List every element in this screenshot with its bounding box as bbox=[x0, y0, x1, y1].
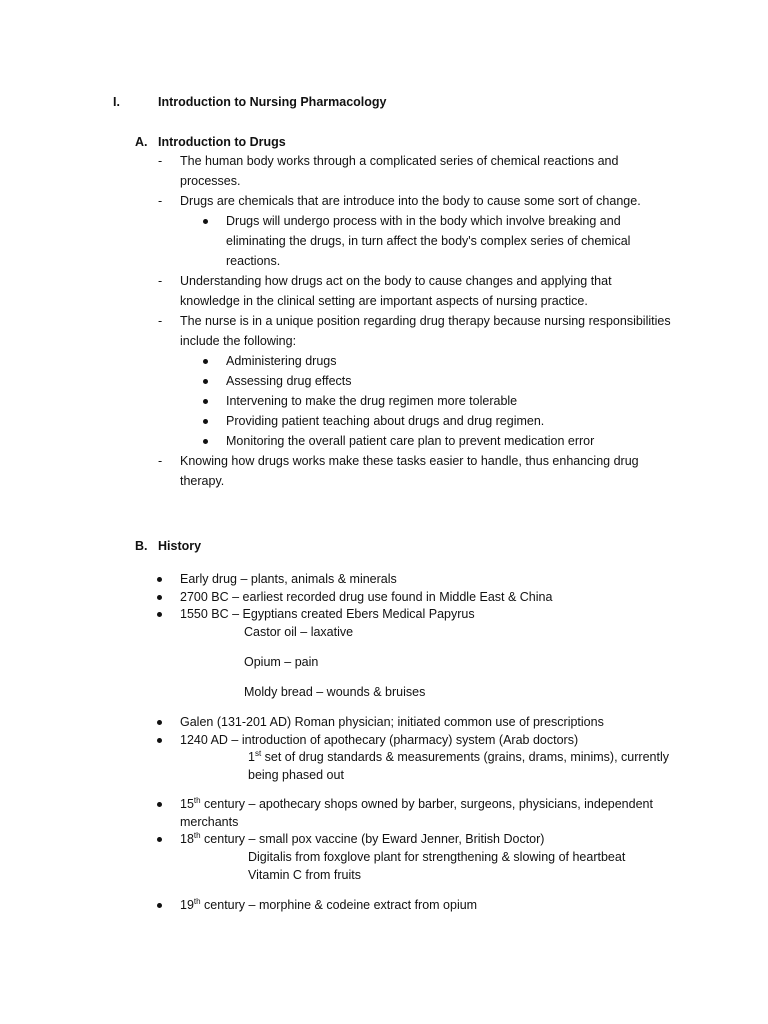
list-item-text: Knowing how drugs works make these tasks easier to handle, thus enhancing drug bbox=[180, 454, 639, 468]
page-title: Introduction to Nursing Pharmacology bbox=[158, 95, 387, 109]
bullet-icon bbox=[157, 577, 162, 582]
list-item-text: Galen (131-201 AD) Roman physician; initiated common use of prescriptions bbox=[180, 715, 604, 729]
dash-marker: - bbox=[158, 454, 163, 468]
bullet-icon bbox=[157, 802, 162, 807]
sub-item-text: Opium – pain bbox=[244, 655, 319, 669]
bullet-icon bbox=[157, 612, 162, 617]
section-a-title: Introduction to Drugs bbox=[158, 135, 286, 149]
list-item-text: Monitoring the overall patient care plan to prevent medication error bbox=[226, 434, 595, 448]
list-item-text: knowledge in the clinical setting are important aspects of nursing practice. bbox=[180, 294, 588, 308]
bullet-icon bbox=[203, 359, 208, 364]
section-b-letter: B. bbox=[135, 539, 148, 553]
list-item-text: Providing patient teaching about drugs and drug regimen. bbox=[226, 414, 545, 428]
list-item-line: century – apothecary shops owned by barber, surgeons, physicians, independent bbox=[200, 797, 653, 811]
list-item-text: Administering drugs bbox=[226, 354, 337, 368]
list-item-text: therapy. bbox=[180, 474, 225, 488]
ordinal-suffix: th bbox=[193, 795, 201, 805]
list-item-text: Intervening to make the drug regimen more tolerable bbox=[226, 394, 518, 408]
list-item-line: century – small pox vaccine (by Eward Jenner, British Doctor) bbox=[200, 832, 545, 846]
list-item-text: reactions. bbox=[226, 254, 281, 268]
list-item-text: Drugs are chemicals that are introduce into the body to cause some sort of change. bbox=[180, 194, 641, 208]
list-item-text: merchants bbox=[180, 815, 239, 829]
section-a-letter: A. bbox=[135, 135, 148, 149]
bullet-icon bbox=[203, 399, 208, 404]
dash-marker: - bbox=[158, 314, 163, 328]
list-item-text bbox=[180, 898, 477, 913]
sub-item-text: being phased out bbox=[248, 768, 344, 782]
list-item-text: 1240 AD – introduction of apothecary (pharmacy) system (Arab doctors) bbox=[180, 733, 579, 747]
list-item-text: Early drug – plants, animals & minerals bbox=[180, 572, 397, 586]
bullet-icon bbox=[203, 219, 208, 224]
list-item-text: include the following: bbox=[180, 334, 297, 348]
ordinal-suffix: th bbox=[193, 896, 201, 906]
bullet-icon bbox=[157, 903, 162, 908]
list-item-text: Drugs will undergo process with in the body which involve breaking and bbox=[226, 214, 621, 228]
bullet-icon bbox=[203, 379, 208, 384]
section-numeral: I. bbox=[113, 95, 120, 109]
list-item-text bbox=[180, 832, 544, 847]
bullet-icon bbox=[157, 837, 162, 842]
list-item-text: Understanding how drugs act on the body to cause changes and applying that bbox=[180, 274, 612, 288]
ordinal-suffix: st bbox=[254, 748, 262, 758]
ordinal-number: 15 bbox=[180, 797, 194, 811]
sub-item-text: Moldy bread – wounds & bruises bbox=[244, 685, 426, 699]
list-item-text bbox=[180, 797, 653, 812]
sub-item-text: Castor oil – laxative bbox=[244, 625, 354, 639]
ordinal-number: 19 bbox=[180, 898, 194, 912]
list-item-text: processes. bbox=[180, 174, 241, 188]
bullet-icon bbox=[157, 720, 162, 725]
list-item-text: The human body works through a complicated series of chemical reactions and bbox=[180, 154, 619, 168]
dash-marker: - bbox=[158, 274, 163, 288]
list-item-text: Assessing drug effects bbox=[226, 374, 352, 388]
ordinal-suffix: th bbox=[193, 830, 201, 840]
sub-item-text bbox=[248, 750, 669, 765]
bullet-icon bbox=[157, 738, 162, 743]
bullet-icon bbox=[203, 419, 208, 424]
list-item-line: century – morphine & codeine extract from opium bbox=[200, 898, 478, 912]
bullet-icon bbox=[157, 595, 162, 600]
dash-marker: - bbox=[158, 194, 163, 208]
sub-item-text: Vitamin C from fruits bbox=[248, 868, 361, 882]
list-item-text: eliminating the drugs, in turn affect the body's complex series of chemical bbox=[226, 234, 631, 248]
sub-item-line: set of drug standards & measurements (grains, drams, minims), currently bbox=[261, 750, 669, 764]
ordinal-number: 1 bbox=[248, 750, 255, 764]
section-b-title: History bbox=[158, 539, 202, 553]
ordinal-number: 18 bbox=[180, 832, 194, 846]
bullet-icon bbox=[203, 439, 208, 444]
dash-marker: - bbox=[158, 154, 163, 168]
sub-item-text: Digitalis from foxglove plant for strengthening & slowing of heartbeat bbox=[248, 850, 626, 864]
list-item-text: The nurse is in a unique position regarding drug therapy because nursing responsibilities bbox=[180, 314, 671, 328]
list-item-text: 2700 BC – earliest recorded drug use found in Middle East & China bbox=[180, 590, 553, 604]
list-item-text: 1550 BC – Egyptians created Ebers Medical Papyrus bbox=[180, 607, 475, 621]
